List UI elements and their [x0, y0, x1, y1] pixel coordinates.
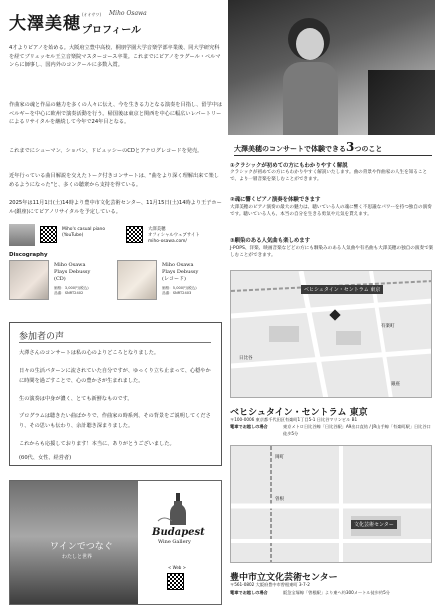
cd-cover [9, 260, 49, 300]
voice-line: 日々の生活パターンに流されていた自分ですが、ゆっくり立ち止まって、心穏やかに時間を過ごすことで、心の豊かさが生まれました。 [19, 368, 211, 384]
record-cover [117, 260, 157, 300]
discography-title: Discography [9, 252, 48, 258]
qr-website-name: 大澤美穂 [148, 227, 166, 232]
voice-line: 大澤さんのコンサートは私の心のよりどころとなりました。 [19, 350, 160, 356]
voices-box [9, 322, 222, 466]
artist-roman-name: Miho Osawa [109, 10, 147, 17]
record-price: 価格：5,000円(税込) [162, 286, 197, 290]
qr-code-shop[interactable] [167, 573, 184, 590]
point-heading: ①クラシックが初めての方にもわかりやすく解説 [230, 163, 348, 169]
right-column [228, 0, 435, 615]
record-info [162, 262, 222, 296]
wine-bottle-icon [150, 493, 210, 525]
qr-website-desc: オフィシャルウェブサイト [148, 233, 200, 238]
shop-web-label: < Web > [168, 565, 186, 570]
qr-code-youtube[interactable] [40, 226, 57, 243]
map-station-yurakucho: 有楽町 [381, 324, 395, 329]
artist-thumbnail [9, 224, 35, 246]
venue-address: 〒100-0006 東京都千代田区有楽町1丁目5-1 日比谷マリンビル B1 [230, 417, 358, 422]
qr-row [40, 224, 220, 246]
venue-access: 阪急宝塚線「曽根駅」より東へ約300メートル徒歩約5分 [283, 590, 390, 595]
venue-access-label: 電車でお越しの場合 [230, 590, 268, 595]
concert-title-prefix: 大澤美穂のコンサートで体験できる [234, 144, 346, 153]
venue-name: 豊中市立文化芸術センター [230, 573, 338, 583]
map-area-ginza: 銀座 [391, 382, 400, 387]
profile-label: プロフィール [82, 25, 141, 36]
venue-access-label: 電車でお越しの場合 [230, 424, 268, 429]
voices-divider [19, 342, 211, 343]
shop-subtitle: Wine Gallery [158, 539, 191, 545]
voices-title: 参加者の声 [19, 332, 65, 342]
point-text: 大澤美穂のピアノ演奏の最大の魅力は、聴いている人の魂に響く不思議なパワーを持つ独自の演奏です。聴いている人も、本当の自分を生きる勇気や元気を貰えます。 [230, 205, 432, 217]
concert-title-number: 3 [346, 140, 355, 154]
profile-paragraph: 2025年は11月1日(土)14時より豊中市文化芸術センター、11月15日(土)14時より王子ホール(銀座)にてピアノリサイタルを予定している。 [9, 200, 222, 215]
cd-info [54, 262, 114, 296]
cd-artist: Miho Osawa [54, 262, 86, 268]
ad-image [10, 481, 138, 604]
record-artist: Miho Osawa [162, 262, 194, 268]
ad-card [9, 480, 222, 605]
concert-divider [234, 155, 432, 156]
record-code: 品番：SNRT2403 [162, 291, 192, 295]
point-heading: ②魂に響くピアノ演奏を体験できます [230, 197, 321, 203]
voice-line: これからも応援しております！本当に、ありがとうございました。 [19, 441, 175, 447]
venue-name: ベヒシュタイン・セントラム 東京 [230, 408, 368, 418]
map-toyonaka[interactable] [230, 445, 432, 563]
cd-format: (CD) [54, 276, 66, 282]
photo-face [296, 28, 324, 60]
profile-paragraph: これまでにシューマン、ショパン、ドビュッシーのCDとアナログレコードを発売。 [9, 148, 203, 154]
venue-address: 〒561-0802 大阪府豊中市曽根東町 3-7-2 [230, 582, 310, 587]
artist-photo [228, 0, 435, 135]
profile-paragraph: 4才よりピアノを始める。大阪府立豊中高校、桐朋学園大学音楽学部卒業後、同大学研究科を経てブリュッセル王立音楽院マスターコース卒業。これまでにピアノをラグール・ペルマンらに師事し、国内外のコンクールに多数入賞。 [9, 45, 221, 69]
photo-piano [368, 70, 435, 135]
map-station-sone: 曽根 [275, 497, 284, 502]
voice-line: 生の演奏は中身が濃く、とても新鮮なものです。 [19, 396, 133, 402]
map-venue-label: ベヒシュタイン・セントラム 東京 [301, 285, 383, 294]
record-format: (レコード) [162, 276, 186, 282]
qr-code-website[interactable] [126, 226, 143, 243]
photo-body [283, 62, 338, 135]
cd-code: 品番：SNRT2402 [54, 291, 84, 295]
profile-header [9, 7, 224, 37]
venue-access: 東京メトロ日比谷線「日比谷駅」A9出口直結 / JR山手線「有楽町駅」日比谷口 徒歩5分 [283, 424, 431, 436]
point-text: クラシックが初めての方にもわかりやすく解説いたします。曲の背景や作曲家の人生を知ることで、より一層音楽を楽しむことができます。 [230, 170, 428, 182]
voice-attribution: (60代、女性、経営者) [19, 455, 72, 461]
voice-line: プログラムは聴きたい曲ばかりで、作曲家の時系列、その背景をご説明してくださり、その思いも伝わり、余計聴き深まりました。 [19, 413, 211, 429]
map-station-okamachi: 岡町 [275, 455, 284, 460]
cd-album: Plays Debussy [54, 269, 91, 275]
concert-title [234, 140, 432, 154]
discography-list [9, 260, 222, 304]
shop-name: Budapest [152, 527, 205, 538]
concert-title-suffix: つのこと [354, 144, 383, 153]
point-text: J-POPS、洋楽、映画音楽などどの方にも馴染みのある人気曲や有名曲も大澤美穂の独自の演奏で楽しむことができます。 [230, 246, 434, 258]
qr-label-youtube: Miho's casual piano (YouTube) [62, 227, 106, 238]
artist-name: 大澤美穂 [9, 14, 81, 34]
qr-label-website [148, 227, 200, 245]
record-album: Plays Debussy [162, 269, 199, 275]
qr-website-url[interactable]: miho-osawa.com/ [148, 239, 187, 244]
artist-ruby: (オオサワ) [82, 12, 102, 17]
ad-subtitle: わたしと世界 [62, 554, 93, 560]
map-venue-label: 文化芸術センター [351, 520, 397, 529]
profile-paragraph: 作曲家の魂と作品の魅力を多くの人々に伝え、今を生きる力となる演奏を目指し、留学中はベルギーを中心に欧州で演奏活動を行う。帰国後は東京と関西を中心に幅広いレパートリーによるリサイタルを継続して今年で24年目となる。 [9, 102, 223, 126]
profile-paragraph: 近年行っている曲目解説を交えたトーク付きコンサートは、"曲をより深く理解出来て楽しめるようになった"と、多くの聴衆から支持を得ている。 [9, 173, 219, 188]
map-tokyo[interactable] [230, 270, 432, 398]
point-heading: ③馴染のある人気曲も楽しめます [230, 238, 311, 244]
ad-title: ワインでつなぐ [50, 542, 113, 552]
map-station-hibiya: 日比谷 [239, 356, 253, 361]
cd-price: 価格：3,000円(税込) [54, 286, 89, 290]
